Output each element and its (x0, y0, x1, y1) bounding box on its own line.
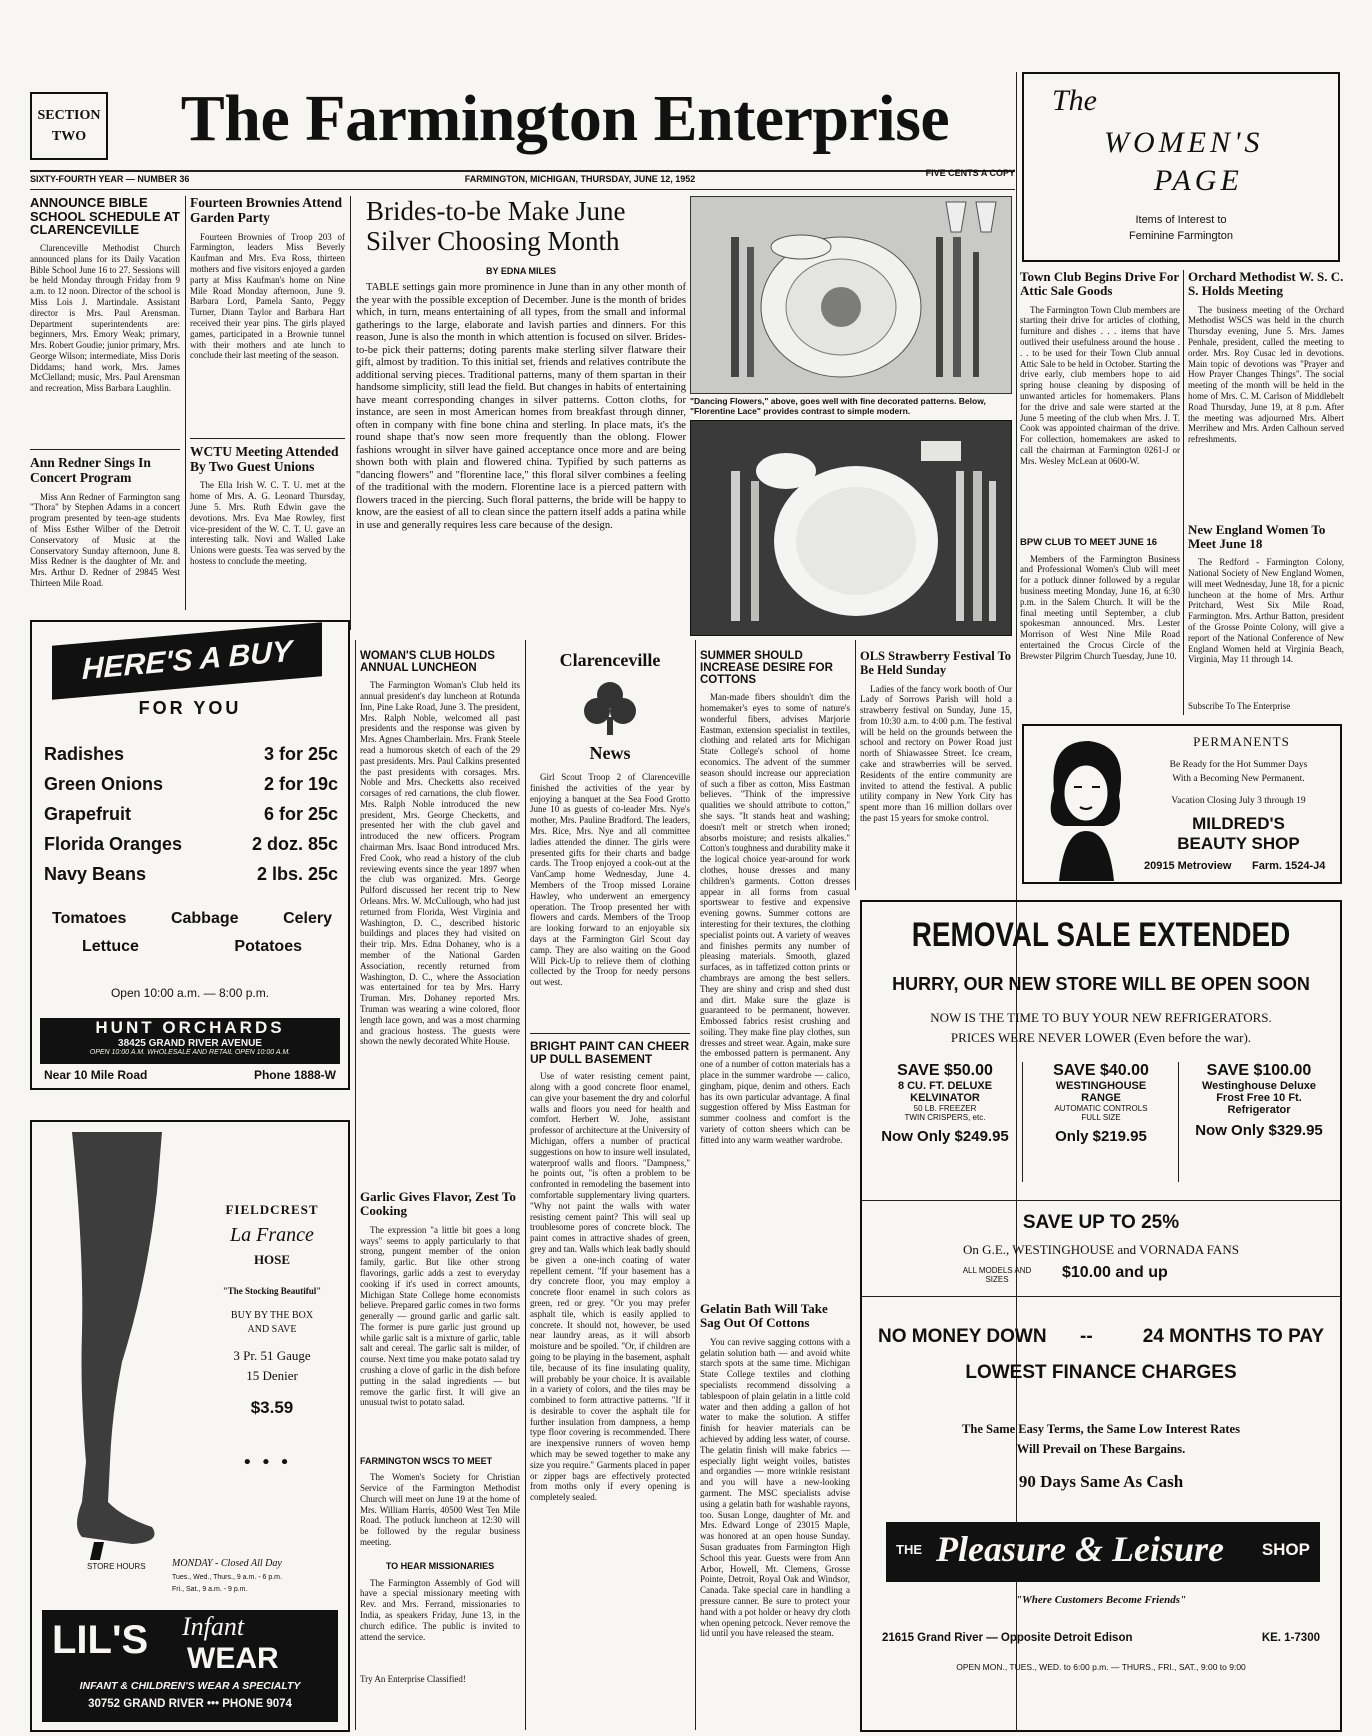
town-club-body: The Farmington Town Club members are starting their drive for articles of clothing, furniture and dishes . . . items that have outlived their usefulness around the house . . . to be used for their Town Club annual Attic Sale to be held in October. Starting the drive early, club members hope to aid spring house cleaning by disposing of unwanted articles for homemakers. Plans for the drive and sale were started at the June 5 meeting of the club when Mrs. J. T. Cook was appointed chairman of the drive. For collection, homemakers are asked to call the chairman at Farmington 0261-J or Mrs. Wesley McLean at 0600-W. (1020, 304, 1180, 466)
vacation-closing: Vacation Closing July 3 through 19 (1171, 796, 1306, 806)
florentine-lace-image (691, 421, 1012, 636)
offer-l2: KELVINATOR (910, 1092, 980, 1104)
trefoil-icon (580, 677, 640, 737)
logo-the: THE (896, 1542, 922, 1557)
logo-shop: SHOP (1261, 1540, 1310, 1559)
stocking-tagline: "The Stocking Beautiful" (222, 1286, 322, 1296)
mildreds-phone: Farm. 1524-J4 (1252, 860, 1326, 872)
brides-article (356, 196, 686, 636)
veg-potatoes: Potatoes (234, 938, 302, 955)
item-price: 2 doz. 85c (251, 834, 338, 854)
wctu-body: The Ella Irish W. C. T. U. met at the home of Mrs. A. G. Leonard Thursday, June 5. Mrs. Ruth Edwin gave the devotions. Mrs. Eva Mae Rowley, first vice-president of the W. C. T. U. gave an interesting talk. Novi and Walled Lake Unions were guests. Tea was served by the hostess to conclude the meeting. (190, 480, 345, 566)
heres-a-buy-text: HERE'S A BUY (82, 634, 292, 687)
mildreds-name: MILDRED'S (1192, 814, 1285, 833)
ann-redner-body: Miss Ann Redner of Farmington sang "Thora" by Stephen Adams in a concert program presented by teen-age students of Miss Esther Wilber of the Detroit Conservatory of Music at the Conservatory Sunday afternoon, June 8. Miss Redner is the daughter of Mr. and Mrs. Arthur D. Redner of 29845 West Thirteen Mile Road. (30, 491, 180, 588)
dashes: -- (1080, 1326, 1093, 1347)
veg-cabbage: Cabbage (170, 910, 239, 927)
twentyfour-months: 24 MONTHS TO PAY (1142, 1326, 1324, 1347)
pleasure-leisure-logo (886, 1522, 1320, 1582)
garlic-headline: Garlic Gives Flavor, Zest To Cooking (360, 1189, 516, 1219)
offer-l4: TWIN CRISPERS, etc. (904, 1113, 986, 1122)
price-row (44, 744, 338, 765)
stocking-leg-icon (42, 1132, 192, 1562)
now-line: NOW IS THE TIME TO BUY YOUR NEW REFRIGERATORS. (930, 1010, 1272, 1025)
item-price: 2 for 19c (263, 774, 338, 794)
clar-divider (530, 1033, 690, 1034)
offer-divider-1 (1022, 1062, 1023, 1182)
classified-line: Try An Enterprise Classified! (360, 1673, 466, 1684)
missionaries-headline: TO HEAR MISSIONARIES (385, 1561, 495, 1572)
bpw-body: Members of the Farmington Business and Professional Women's Club will meet for a potluck dinner followed by a regular business meeting Monday, June 16, at 6:30 p.m. in the Salem Church. It will be the final meeting until September, a club spokesman announced. Mrs. Lester Morrison of West Nine Mile Road entertained the Crocus Circle of the Brewster Pilgrim Church Tuesday, June 10. (1020, 553, 1180, 661)
gelatin-headline: Gelatin Bath Will Take Sag Out Of Cottons (700, 1301, 828, 1331)
summer-column (700, 650, 850, 1730)
hose: HOSE (253, 1252, 291, 1267)
section-label: SECTION TWO (37, 108, 101, 144)
fans-top-rule (862, 1200, 1340, 1201)
gauge: 3 Pr. 51 Gauge (233, 1348, 311, 1363)
offer-l4: FULL SIZE (1081, 1113, 1121, 1122)
offer-save: SAVE $50.00 (897, 1062, 993, 1079)
and-save: AND SAVE (247, 1324, 297, 1335)
price-row (44, 774, 338, 795)
clarenceville-column (530, 650, 690, 1730)
offer-now: Only $219.95 (1055, 1128, 1147, 1145)
fans-bottom-rule (862, 1296, 1340, 1297)
wscs-headline: FARMINGTON WSCS TO MEET (360, 1455, 493, 1466)
womans-club-body: The Farmington Woman's Club held its annual president's day luncheon at Rotunda Inn, Pine Lake Road, June 3. The president, Mrs. Ralph Noble, welcomed all past presidents and the response was given by Mrs. Agnes Chamberlain. Mrs. Frank Steele read a humorous sketch of each of the 29 past presidents. Mrs. Paul Calkins presented the past presidents with corsages. Mrs. Noble and Mrs. Checketts also received corsages of red carnations, the club flower. Mrs. Ralph Noble introduced the new president, Mrs. George Checketts, and presented her with the club gavel and introduced the new officers. Program chairman Mrs. Isaac Bond introduced Mrs. Fred Cook, who read a history of the club reviewing events since the year 1897 when the club was organized. Mrs. George Pulford discussed her recent trip to New Orleans. Mrs. W. McCullough, who had just returned from Florida, West Virginia and Washington, D. C., described historic buildings and places they had visited on their trip. Mrs. Edna Dohaney, who is a member of the National Garden Association, recently returned from Washington, D. C., where the Association was entertained for tea by Mrs. Harry Truman. Mrs. Dohaney reported Mrs. Truman was wearing a wine colored, floor length lace gown, and was a most charming and gracious hostess. The guests were shown the newly decorated White House. (360, 680, 520, 1047)
womens-tag1: Items of Interest to (1135, 214, 1227, 226)
price-row (44, 864, 338, 885)
hunt-phone: Phone 1888-W (253, 1068, 336, 1082)
prices-line: PRICES WERE NEVER LOWER (Even before the war). (950, 1030, 1252, 1045)
offer-l3: AUTOMATIC CONTROLS (1054, 1104, 1148, 1113)
offer-1 (870, 1062, 1020, 1192)
store-hours-label: STORE HOURS (87, 1562, 146, 1571)
photo-caption: "Dancing Flowers," above, goes well with fine decorated patterns. Below, "Florentine Lace" provides contrast to simple modern. (690, 396, 986, 417)
paint-headline: BRIGHT PAINT CAN CHEER UP DULL BASEMENT (530, 1039, 690, 1066)
right-col-2 (1188, 270, 1344, 720)
removal-title: REMOVAL SALE EXTENDED (911, 916, 1291, 954)
brides-headline: Brides-to-be Make June Silver Choosing Month (366, 196, 626, 257)
infant-logo: Infant (182, 1612, 245, 1641)
ols-body: Ladies of the fancy work booth of Our Lady of Sorrows Parish will hold a strawberry festival on Sunday, June 15, from 10:30 a.m. to 4:00 p.m. The festival will be held on the grounds between the school and rectory on Power Road just north of Shiawassee Street. Ice cream, cake and strawberries will be served. Residents of the entire community are invited to attend the festival. A public utility company in New York City has spent more than 16 million dollars over the past 15 years for smoke control. (860, 683, 1012, 824)
offer-now: Now Only $249.95 (881, 1128, 1009, 1145)
colrule-4 (1183, 270, 1184, 715)
hunt-open-line: OPEN 10:00 A.M. WHOLESALE AND RETAIL OPEN 10:00 A.M. (89, 1049, 291, 1056)
col1-divider (30, 449, 180, 450)
lowest-finance: LOWEST FINANCE CHARGES (965, 1362, 1237, 1383)
news-title: News (589, 743, 631, 763)
removal-sale-ad (860, 900, 1342, 1732)
wctu-headline: WCTU Meeting Attended By Two Guest Unions (190, 443, 339, 474)
ols-headline: OLS Strawberry Festival To Be Held Sunday (860, 650, 1012, 677)
veg-celery: Celery (283, 910, 332, 927)
lils-logo: LIL'S (52, 1618, 149, 1662)
veg-row-2 (82, 938, 302, 956)
column-2 (190, 196, 345, 612)
permanents-title: PERMANENTS (1193, 734, 1290, 749)
offer-l2: Frost Free 10 Ft. (1216, 1092, 1302, 1104)
for-you-text: FOR YOU (138, 698, 242, 718)
offer-l2: RANGE (1081, 1092, 1121, 1104)
hunt-address: 38425 GRAND RIVER AVENUE (118, 1038, 262, 1049)
logo-name: Pleasure & Leisure (936, 1529, 1224, 1569)
mildreds-address: 20915 Metroview (1144, 860, 1232, 872)
item-name: Green Onions (44, 774, 164, 794)
orchard-methodist-headline: Orchard Methodist W. S. C. S. Holds Meeting (1188, 270, 1344, 299)
item-price: 2 lbs. 25c (256, 864, 338, 884)
tues-hours: Tues., Wed., Thurs., 9 a.m. - 6 p.m. (172, 1574, 282, 1581)
hunt-near: Near 10 Mile Road (44, 1068, 148, 1082)
womans-club-headline: WOMAN'S CLUB HOLDS ANNUAL LUNCHEON (360, 650, 495, 675)
lils-ad (30, 1120, 350, 1732)
new-england-body: The Redford - Farmington Colony, National Society of New England Women, will meet Wednesday, June 18, for a picnic luncheon at the home of Mrs. Arthur Pritchard, West Six Mile Road, Farmington. Mrs. Arthur Batton, president of the Grosse Pointe Colony, will give a report of the National Conference of New England Women held at Virginia Beach, Virginia, May 11 through 14. (1188, 557, 1344, 665)
section-box (30, 92, 108, 160)
clarenceville-title: Clarenceville (559, 650, 661, 670)
gelatin-body: You can revive sagging cottons with a gelatin solution bath — and avoid white starch spots at the same time. Michigan State College textiles and clothing specialists recommend dissolving a tablespoon of plain gelatin in a little cold water and then adding a gallon of hot water to make the solution. A stiffer finish for heavier materials can be achieved by adding less water, of course. The gelatin finish will make fabrics — especially light weight voiles, batistes and organdies — more wrinkle resistant and you will have a new-looking garment. The MSC specialists advise using a gelatin bath for washable rayons, too. Susan Longe, daughter of Mr. and Mrs. Edward Longe of 23015 Maple, was honored at an open house Sunday. Susan graduates from Farmington High School this year. Guests were from Ann Arbor, Howell, Mt. Clemens, Grosse Pointe, Detroit, Royal Oak and Windsor, Canada. Take special care in handling a pressure canner. Be sure to protect your hand with a pot holder or heavy dry cloth when opening petcock. Never remove the lid until you have released the steam. (700, 1336, 850, 1639)
item-name: Navy Beans (44, 864, 147, 884)
hose-price: $3.59 (250, 1398, 294, 1417)
veg-row-1 (52, 910, 332, 928)
offer-save: SAVE $40.00 (1053, 1062, 1149, 1079)
easy-terms-1: The Same Easy Terms, the Same Low Interest Rates (962, 1422, 1240, 1436)
womens-tag2: Feminine Farmington (1129, 230, 1233, 242)
offer-divider-2 (1178, 1062, 1179, 1182)
heres-a-buy-banner (52, 622, 322, 700)
silver-photo-top (690, 196, 1012, 394)
lils-logo-block (42, 1610, 338, 1722)
masthead-title: The Farmington Enterprise (180, 82, 950, 155)
price-row (44, 834, 338, 855)
garlic-body: The expression "a little bit goes a long ways" seems to apply particularly to that strong, pungent member of the onion family, garlic. But like other strong flavorings, garlic adds a zest to everyday cooking if it's used in correct amounts, Michigan State College home economists believe. Prepared garlic comes in two forms generally — ground garlic and garlic salt. The former is pure garlic just ground up while garlic salt is a mixture of garlic, table salt and cereal. The garlic salt is milder, of course. Next time you make potato salad try crushing a clove of garlic in the dish before putting in the salad ingredients — but remove the garlic first. It will give an unusual twist to potato salad. (360, 1224, 520, 1408)
brownies-body: Fourteen Brownies of Troop 203 of Farmington, leaders Miss Beverly Kaufman and Mrs. Eva Ross, thirteen mothers and five visitors enjoyed a garden party at Miss Kaufman's home on Nine Mile Road Monday afternoon, June 9. Barbara Lord, Pamela Santo, Peggy Turner, Diann Taylor and Barbara Hart received their year pins. The girls played games, participated in a Brownie tunnel with their mothers and ate lunch to conclude their last meeting of the season. (190, 231, 345, 361)
beauty-shop-name: BEAUTY SHOP (1177, 834, 1300, 853)
paint-body: Use of water resisting cement paint, along with a good concrete floor enamel, can give your basement the dry and colorful walls and floors you need for health and comfort. Herbert W. Johe, assistant professor of architecture at the University of Michigan, offers a number of practical suggestions on how to insure well insulated, waterproof walls and floors. "Dampness," he points out, "is often a problem to be confronted in remodeling the basement into comfortable supplementary living quarters. "Why not paint the walls with water resisting cement paint? This will seal up troublesome pores of concrete block. The paint comes in attractive shades of green, grey and tan. Walls which leak badly should be given a one-inch coating of water repellent cement. "If your basement has a dry concrete floor, you may employ a concrete floor enamel in such colors as green, red or grey. "Or you may prefer asphalt tile, which is easily applied to concrete. It should not, however, be used near laundry areas, as it will absorb moisture and be spoiled. "Or, if children are going to be playing in the basement, asphalt tile, because of its fine insulating quality, will probably be your choice. It is available in a variety of colors, and the tiles may be combined to form attractive patterns. "If it is desirable to cover the asphalt tile for further insulation from dampness, a hemp type floor covering is recommended. There are inexpensive runners of woven hemp which may be sewed together to make any size you require." Garments placed in paper or zipper bags are effectively protected from moths only if every opening is completely sealed. (530, 1071, 690, 1503)
col2-divider (190, 438, 345, 439)
town-club-headline: Town Club Begins Drive For Attic Sale Goods (1020, 270, 1179, 299)
item-name: Grapefruit (44, 804, 132, 824)
wscs-body: The Women's Society for Christian Service of the Farmington Methodist Church will meet on June 19 at the home of Mrs. William Harris, 40500 West Ten Mile Road. The potluck luncheon at 12:30 will be followed by the regular business meeting. (360, 1472, 520, 1547)
fans-models: ALL MODELS AND SIZES (962, 1266, 1032, 1284)
offer-3 (1182, 1062, 1336, 1192)
new-england-headline: New England Women To Meet June 18 (1188, 521, 1326, 551)
brownies-headline: Fourteen Brownies Attend Garden Party (190, 196, 342, 225)
womens-line2: PAGE (1154, 164, 1243, 197)
summer-headline: SUMMER SHOULD INCREASE DESIRE FOR COTTONS (700, 650, 833, 687)
subscribe-line: Subscribe To The Enterprise (1188, 701, 1291, 712)
wear-logo: WEAR (187, 1642, 279, 1675)
missionaries-body: The Farmington Assembly of God will have a special missionary meeting with Rev. and Mrs. Ferrand, missionaries to India, as speakers Friday, June 13, in the church edifice. The public is invited to attend the service. (360, 1577, 520, 1642)
womans-club-column (360, 650, 520, 1730)
hurry-line: HURRY, OUR NEW STORE WILL BE OPEN SOON (892, 974, 1310, 994)
ninety-days: 90 Days Same As Cash (1018, 1472, 1184, 1491)
colrule-1 (185, 196, 186, 610)
ann-redner-headline: Ann Redner Sings In Concert Program (30, 454, 151, 485)
offer-l3: 50 LB. FREEZER (913, 1104, 977, 1113)
year-number: SIXTY-FOURTH YEAR — NUMBER 36 (30, 174, 190, 184)
brides-byline: BY EDNA MILES (485, 266, 556, 277)
denier: 15 Denier (246, 1368, 298, 1383)
colrule-7 (695, 640, 696, 1730)
offer-2 (1026, 1062, 1176, 1192)
pl-address: 21615 Grand River — Opposite Detroit Edison (882, 1632, 1133, 1644)
colrule-2 (350, 196, 351, 630)
summer-body: Man-made fibers shouldn't dim the homemaker's eyes to some of nature's wonderful fibers, advises Marjorie Eastman, extension specialist in textiles, clothing and related arts for Michigan State College's school of home economics. The advent of the summer season should increase our appreciation of such a fiber as cotton, Miss Eastman believes. "Think of the impressive qualities we should attribute to cotton," she says. "It stands heat and washing; doesn't melt or stretch when ironed; absorbs moisture; and resists alkalies." Cotton's toughness and durability make it the logical choice year-around for work clothes, house dresses and many children's garments. Cotton dresses appear in all forms from casual sportswear to festive and expensive evening gowns. Summer cottons are interesting for their textures, the clothing specialist points out. A variety of weaves and finishes permits any number of pleasing materials. Smooth, glazed surfaces, as in taffetized cotton prints or chambrays are among the best sellers. They are shiny and crisp and shed dust and dirt. Make sure the glaze is guaranteed to be permanent, however. Embossed fabrics resist crushing and soiling. They make fine play clothes, sun dresses and street wear. Again, make sure the embossed pattern is permanent. Any one of a number of cotton materials has a place in the summer wardrobe — calico, gingham, pique, denim and others. Each has its own particular advantage. A final suggestion offered by Miss Eastman for summer coolness and comfort is the variety of cotton sheers which can be fitted into any warm weather wardrobe. (700, 692, 850, 1145)
fri-hours: Fri., Sat., 9 a.m. - 9 p.m. (172, 1586, 248, 1593)
buy-by-box: BUY BY THE BOX (230, 1310, 314, 1321)
permanents-ready2: With a Becoming New Permanent. (1172, 774, 1305, 784)
no-money-down: NO MONEY DOWN (878, 1326, 1047, 1347)
silver-photo-bottom (690, 420, 1012, 636)
fans-on: On G.E., WESTINGHOUSE and VORNADA FANS (963, 1242, 1239, 1257)
girl-scout-body: Girl Scout Troop 2 of Clarenceville finished the activities of the year by enjoying a banquet at the Sea Food Grotto June 10 as guests of co-leader Mrs. Nye's mother, Mrs. Pauline Bradford. The leaders, Mrs. Rice, Mrs. Nye and all committee ladies attended the dinner. The girls were presented gifts for their charts and badge cards. The Troop enjoyed a cook-out at the VanCamp home Wednesday, June 4. Members of the Troop missed Loraine Hawley, who underwent an emergency operation. The Troop presented her with flowers and cards. Members of the Troop are looking forward to an enjoyable six days at the Farmington Girl Scout day camp. They are also waiting on the Good Will Pick-Up to relieve them of clothing collected by the Troop for needy persons out west. (530, 772, 690, 988)
fans-save: SAVE UP TO 25% (1022, 1212, 1180, 1233)
fans-price: $10.00 and up (1062, 1264, 1168, 1281)
womens-page-box (1022, 72, 1340, 262)
bpw-headline: BPW CLUB TO MEET JUNE 16 (1020, 536, 1158, 548)
fieldcrest: FIELDCREST (225, 1202, 319, 1217)
dancing-flowers-image (691, 197, 1012, 394)
womens-the: The (1052, 84, 1097, 117)
hunt-name-block (40, 1018, 340, 1064)
easy-terms-2: Will Prevail on These Bargains. (1016, 1442, 1186, 1456)
veg-lettuce: Lettuce (82, 938, 139, 955)
womens-line1: WOMEN'S (1104, 126, 1264, 159)
item-price: 3 for 25c (263, 744, 338, 764)
dateline: FARMINGTON, MICHIGAN, THURSDAY, JUNE 12, 1952 (464, 174, 696, 184)
pl-phone: KE. 1-7300 (1261, 1632, 1320, 1644)
offer-l1: 8 CU. FT. DELUXE (897, 1080, 993, 1092)
price: FIVE CENTS A COPY (925, 168, 1015, 178)
permanents-ready1: Be Ready for the Hot Summer Days (1169, 760, 1308, 770)
hunt-orchards-ad (30, 620, 350, 1090)
masthead-rule (30, 170, 1015, 172)
customers-friends: "Where Customers Become Friends" (1015, 1594, 1187, 1606)
lils-specialty: INFANT & CHILDREN'S WEAR A SPECIALTY (79, 1680, 301, 1692)
item-name: Florida Oranges (44, 834, 183, 854)
price-row (44, 804, 338, 825)
item-price: 6 for 25c (263, 804, 338, 824)
offer-save: SAVE $100.00 (1206, 1062, 1312, 1079)
brides-body: TABLE settings gain more prominence in June than in any other month of the year with the possible exception of December. June is the month of brides which, in turn, means entertaining of all types, from the small and informal gatherings to the large, elaborate and lavish parties and dinners. For this reason, June is also the month in which attention is focused on silver. Brides-to-be pick their patterns; doting parents make sterling silver flatware their gift, almost by tradition. To this initial set, friends and relatives contribute the additional serving pieces. Traditional patterns, many of them spartan in their handsome simplicity, still lead the field. But changes in habits of entertaining have meant corresponding changes in silver patterns. Cotton cloths, for instance, are seen in most American homes from breakfast through dinner, often in company with fine bone china and sterling. In place mats, it's the round shape that's now seen more frequently than the oblong. Flower fashions wrought in silver have gained acceptance once more and are being shown both with plain and flowered china. Typified by such patterns as "dancing flowers" and "florentine lace," this floral silver combines a feeling of the traditional with the modern. Florentine lace is a pierced pattern with flowers traced in the piercing. Such floral patterns, the bride will be happy to know, are the easiest of all to clean since the pattern itself adds a patina while in use and generally requires less care because of the design. (356, 282, 686, 531)
column-1 (30, 196, 180, 612)
price-list (44, 744, 338, 885)
bible-school-body: Clarenceville Methodist Church announced plans for its Daily Vacation Bible School June 16 to 27. Sessions will be held Monday through Friday from 9 a.m. to 12 noon. Director of the school is Miss Lois J. Martindale. Assistant director is Mrs. Paul Arensman. Department superintendents are: beginners, Mrs. Emory Weak; primary, Mrs. Robert Goudie; junior primary, Mrs. George Wilson; intermediate, Miss Doris Diddams; hand work, Mrs. James McClelland; music, Mrs. Paul Arensman and recreation, Miss Barbara Laughlin. (30, 242, 180, 394)
pl-open-hours: OPEN MON., TUES., WED. to 6:00 p.m. — THURS., FRI., SAT., 9:00 to 9:00 (956, 1662, 1246, 1672)
colrule-8 (855, 640, 856, 890)
dots: ••• (242, 1452, 298, 1473)
colrule-5 (355, 640, 356, 1730)
monday-closed: MONDAY - Closed All Day (172, 1558, 282, 1569)
colrule-6 (525, 640, 526, 1730)
la-france: La France (230, 1224, 314, 1246)
offer-now: Now Only $329.95 (1195, 1122, 1323, 1139)
bible-school-headline: ANNOUNCE BIBLE SCHOOL SCHEDULE AT CLARENCEVILLE (30, 196, 180, 238)
orchard-methodist-body: The business meeting of the Orchard Methodist WSCS was held in the church Thursday evening, June 5. Mrs. James Penhale, president, called the meeting to order. Mrs. Roy Cusac led in devotions. Main topic of devotions was "Prayer and How Prayer Changes Things". The social meeting of the month will be held in the home of Mrs. C. M. Carlson of Middlebelt Road Thursday, June 19, at 8 p.m. After the meeting was adjourned Mrs. Albert Merrihew and Mrs. Arden Calhoun served refreshments. (1188, 304, 1344, 445)
lils-address: 30752 GRAND RIVER ••• PHONE 9074 (88, 1698, 292, 1710)
offer-l3: Refrigerator (1227, 1104, 1291, 1116)
offer-l1: Westinghouse Deluxe (1201, 1080, 1317, 1092)
item-name: Radishes (44, 744, 125, 764)
hunt-name: HUNT ORCHARDS (95, 1018, 285, 1037)
ols-column (860, 650, 1012, 890)
offer-l1: WESTINGHOUSE (1055, 1080, 1147, 1092)
hunt-hours: Open 10:00 a.m. — 8:00 p.m. (110, 986, 270, 1000)
mildreds-ad (1022, 724, 1342, 884)
dateline-rule (30, 189, 1015, 190)
right-col-1 (1020, 270, 1180, 720)
woman-portrait-icon (1034, 731, 1134, 881)
veg-tomatoes: Tomatoes (52, 910, 127, 927)
